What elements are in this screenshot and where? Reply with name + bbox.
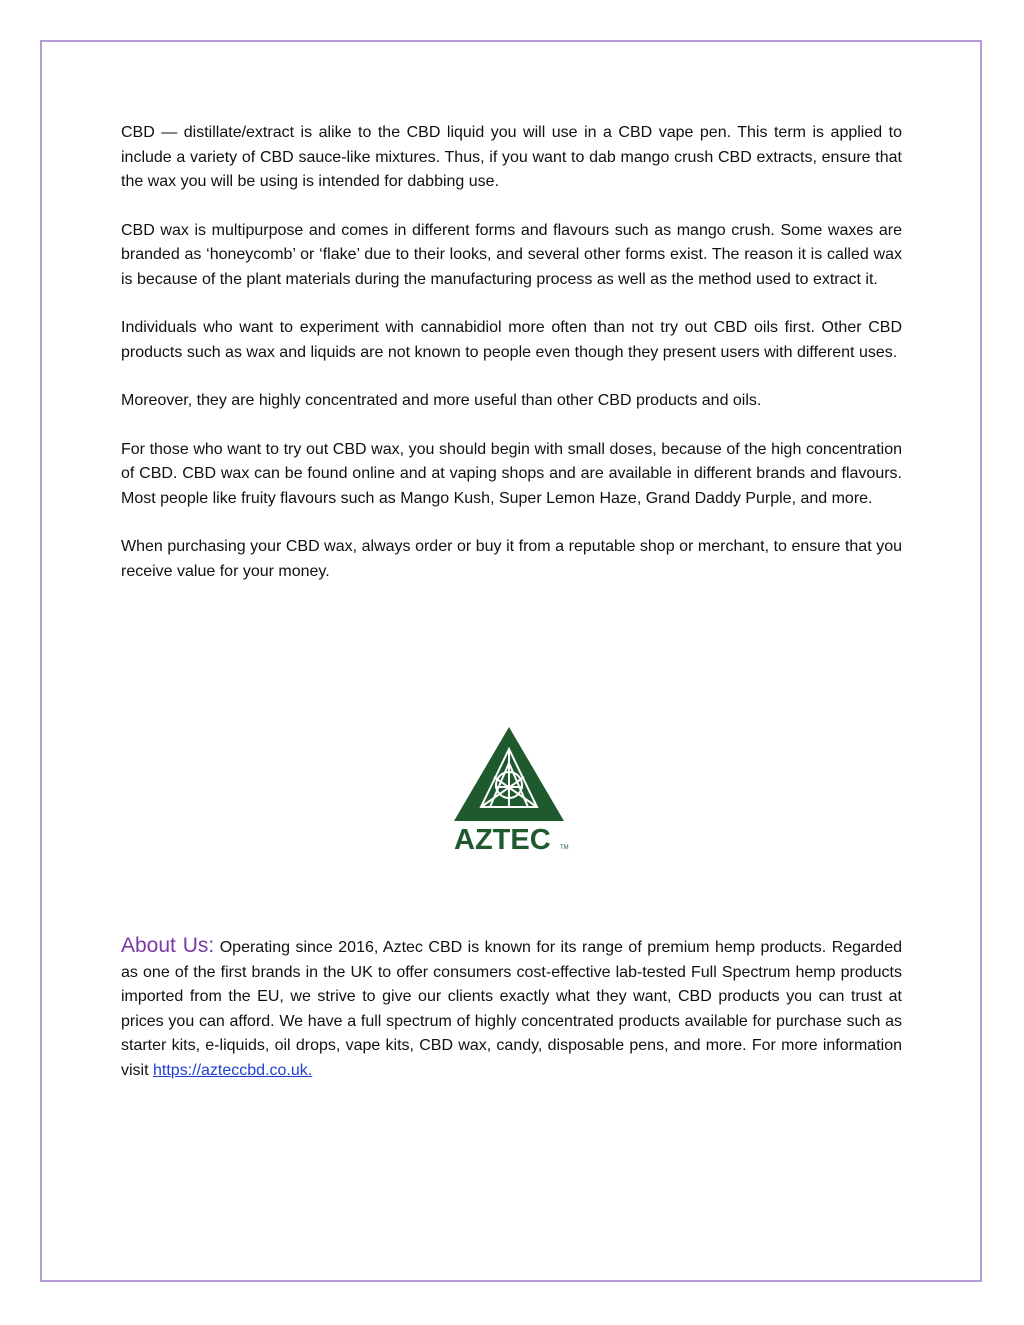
- website-link[interactable]: https://azteccbd.co.uk.: [153, 1061, 313, 1079]
- paragraph-doses: For those who want to try out CBD wax, you should begin with small doses, because of the high concentration of CBD. CBD wax can be found online and at vaping shops and are available in different brands and flavours. Most people like fruity flavours such as Mango Kush, Super Lemon Haze, Grand Daddy Purple, and more.: [121, 440, 902, 507]
- paragraph-concentrated: Moreover, they are highly concentrated and more useful than other CBD products and oils.: [121, 392, 762, 409]
- paragraph-wax-forms: CBD wax is multipurpose and comes in different forms and flavours such as mango crush. Some waxes are branded as ‘honeycomb’ or ‘flake’ due to their looks, and several other forms exist. The reason it is called wax is because of the plant materials during the manufacturing process as well as the method used to extract it.: [121, 221, 902, 288]
- aztec-logo: [452, 727, 576, 857]
- paragraph-purchasing: When purchasing your CBD wax, always order or buy it from a reputable shop or merchant, to ensure that you receive value for your money.: [121, 538, 902, 580]
- about-us-heading: About Us:: [121, 934, 215, 957]
- about-us-text: Operating since 2016, Aztec CBD is known for its range of premium hemp products. Regarded as one of the first brands in the UK to offer consumers cost-effective lab-tested Full Spectrum hemp products imported from the EU, we strive to give our clients exactly what they want, CBD products you can trust at prices you can afford. We have a full spectrum of highly concentrated products available for purchase such as starter kits, e-liquids, oil drops, vape kits, CBD wax, candy, disposable pens, and more. For more information visit: [121, 939, 902, 1079]
- paragraph-experiment: Individuals who want to experiment with cannabidiol more often than not try out CBD oils first. Other CBD products such as wax and liquids are not known to people even though they present users with different uses.: [121, 319, 902, 361]
- logo-trademark: TM: [560, 845, 569, 851]
- paragraph-distillate: CBD — distillate/extract is alike to the CBD liquid you will use in a CBD vape pen. This term is applied to include a variety of CBD sauce-like mixtures. Thus, if you want to dab mango crush CBD extracts, ensure that the wax you will be using is intended for dabbing use.: [121, 124, 902, 190]
- logo-wordmark: AZTEC: [454, 824, 551, 856]
- about-us-section: [121, 934, 902, 1083]
- aztec-logo-icon: [452, 727, 576, 857]
- document-body: [121, 121, 902, 608]
